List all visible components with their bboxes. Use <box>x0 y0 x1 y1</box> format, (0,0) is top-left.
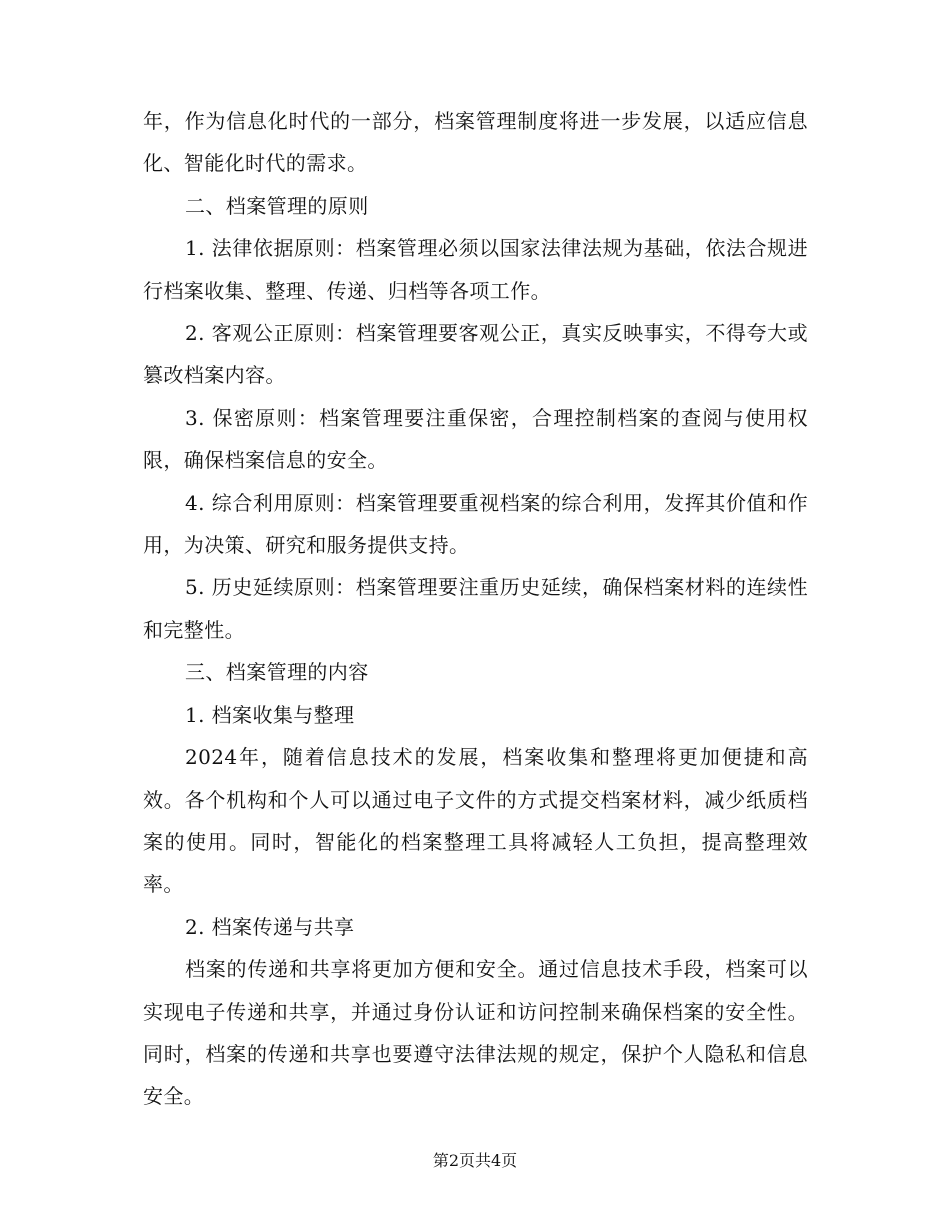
principle-item: 1. 法律依据原则：档案管理必须以国家法律法规为基础，依法合规进行档案收集、整理、传递、归档等各项工作。 <box>143 236 808 303</box>
principle-item: 5. 历史延续原则：档案管理要注重历史延续，确保档案材料的连续性和完整性。 <box>143 575 808 642</box>
paragraph-continuation: 年，作为信息化时代的一部分，档案管理制度将进一步发展，以适应信息化、智能化时代的需求。 <box>143 109 808 176</box>
principle-item: 3. 保密原则：档案管理要注重保密，合理控制档案的查阅与使用权限，确保档案信息的安全。 <box>143 405 808 473</box>
principle-item: 2. 客观公正原则：档案管理要客观公正，真实反映事实，不得夸大或篡改档案内容。 <box>143 321 808 388</box>
subsection-heading: 1. 档案收集与整理 <box>185 702 355 727</box>
section-heading-content: 三、档案管理的内容 <box>185 660 369 685</box>
body-paragraph: 2024年，随着信息技术的发展，档案收集和整理将更加便捷和高效。各个机构和个人可以通过电子文件的方式提交档案材料，减少纸质档案的使用。同时，智能化的档案整理工具将减轻人工负担，提高整理效率。 <box>143 745 808 897</box>
section-heading-principles: 二、档案管理的原则 <box>185 193 369 218</box>
principle-item: 4. 综合利用原则：档案管理要重视档案的综合利用，发挥其价值和作用，为决策、研究和服务提供支持。 <box>143 490 808 558</box>
subsection-heading: 2. 档案传递与共享 <box>185 914 355 939</box>
document-body <box>143 100 808 1118</box>
page-number-footer: 第2页共4页 <box>432 1151 518 1170</box>
body-paragraph: 档案的传递和共享将更加方便和安全。通过信息技术手段，档案可以实现电子传递和共享，并通过身份认证和访问控制来确保档案的安全性。同时，档案的传递和共享也要遵守法律法规的规定，保护个人隐私和信息安全。 <box>143 957 808 1109</box>
